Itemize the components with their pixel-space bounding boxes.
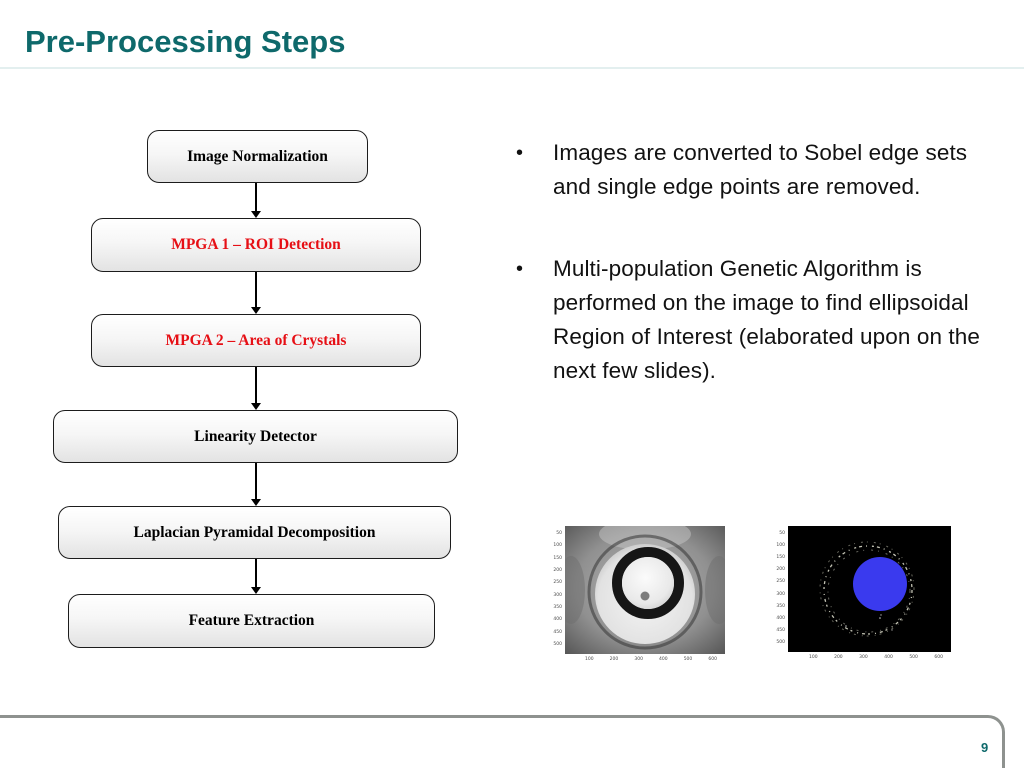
tick-label: 300 (859, 655, 868, 660)
arrow-head-icon (251, 211, 261, 218)
tick-label: 200 (609, 657, 619, 662)
tick-label: 400 (776, 615, 785, 621)
flowchart-box-label: Linearity Detector (194, 427, 317, 445)
figure-roi-detection-result (772, 517, 980, 675)
flowchart-box-label: Feature Extraction (188, 612, 315, 629)
arrow-head-icon (251, 307, 261, 314)
title-underline (0, 67, 1024, 69)
arrow-line (255, 272, 257, 307)
arrow-line (255, 183, 257, 211)
tick-label: 250 (553, 580, 562, 586)
droplet-micrograph-plot (565, 526, 725, 654)
arrow-line (255, 559, 257, 587)
flowchart-box-label: MPGA 1 – ROI Detection (171, 236, 341, 253)
flowchart-box-mpga1-roi-detection (91, 218, 421, 272)
flow-arrow-icon (250, 463, 261, 506)
bullet-text: Multi-population Genetic Algorithm is performed on the image to find ellipsoidal Region of Interest (elaborated upon on the next few slides). (553, 256, 980, 383)
tick-label: 500 (553, 641, 562, 647)
tick-label: 500 (909, 655, 918, 660)
tick-label: 400 (553, 617, 562, 623)
tick-label: 50 (556, 531, 562, 536)
flow-arrow-icon (250, 272, 261, 314)
page-number: 9 (981, 740, 989, 755)
tick-label: 350 (553, 604, 562, 610)
tick-label: 200 (553, 567, 562, 573)
page-title: Pre-Processing Steps (25, 24, 346, 59)
tick-label: 600 (708, 657, 717, 662)
figure-x-axis-ticks (788, 655, 951, 660)
arrow-head-icon (251, 587, 261, 594)
tick-label: 300 (776, 591, 785, 597)
figure-x-axis-ticks (565, 657, 725, 662)
flowchart-box-image-normalization (147, 130, 368, 183)
bullet-text: Images are converted to Sobel edge sets and single edge points are removed. (553, 140, 968, 199)
bullet-marker-icon: • (516, 142, 524, 164)
tick-label: 100 (809, 655, 818, 660)
flowchart-box-laplacian-pyramidal-decomposition (58, 506, 451, 559)
tick-label: 50 (779, 531, 785, 536)
tick-label: 200 (776, 567, 785, 573)
tick-label: 600 (934, 655, 943, 660)
arrow-head-icon (251, 403, 261, 410)
tick-label: 300 (634, 657, 643, 662)
figure-y-axis-ticks (545, 531, 562, 647)
tick-label: 500 (776, 639, 785, 645)
tick-label: 350 (776, 603, 785, 609)
tick-label: 300 (553, 592, 562, 598)
bullet-item-mpga-roi (512, 252, 1004, 388)
arrow-line (255, 367, 257, 403)
flowchart-box-label: Laplacian Pyramidal Decomposition (133, 523, 376, 541)
tick-label: 400 (659, 657, 668, 662)
flow-arrow-icon (250, 183, 261, 218)
tick-label: 250 (776, 579, 785, 585)
arrow-head-icon (251, 499, 261, 506)
tick-label: 100 (585, 657, 594, 662)
tick-label: 450 (553, 629, 562, 635)
tick-label: 100 (553, 543, 562, 549)
flow-arrow-icon (250, 559, 261, 594)
flowchart-box-label: Image Normalization (187, 147, 328, 165)
tick-label: 450 (776, 627, 785, 633)
flowchart-box-feature-extraction (68, 594, 435, 648)
figure-y-axis-ticks (772, 531, 785, 645)
roi-result-plot (788, 526, 951, 652)
bullet-marker-icon: • (516, 258, 524, 280)
droplet-micrograph-image (565, 526, 725, 654)
flowchart-box-mpga2-area-of-crystals (91, 314, 421, 367)
tick-label: 150 (553, 555, 562, 561)
bullet-item-sobel-edges (512, 136, 1004, 204)
arrow-line (255, 463, 257, 499)
roi-result-image (788, 526, 951, 652)
tick-label: 500 (683, 657, 693, 662)
tick-label: 200 (834, 655, 843, 660)
footer-frame (0, 715, 1005, 768)
tick-label: 400 (884, 655, 893, 660)
flowchart-box-linearity-detector (53, 410, 458, 463)
bullet-list (512, 136, 1004, 436)
tick-label: 150 (776, 555, 785, 561)
figure-original-droplet-image (545, 517, 737, 675)
flow-arrow-icon (250, 367, 261, 410)
tick-label: 100 (776, 543, 785, 549)
flowchart-box-label: MPGA 2 – Area of Crystals (165, 331, 347, 349)
